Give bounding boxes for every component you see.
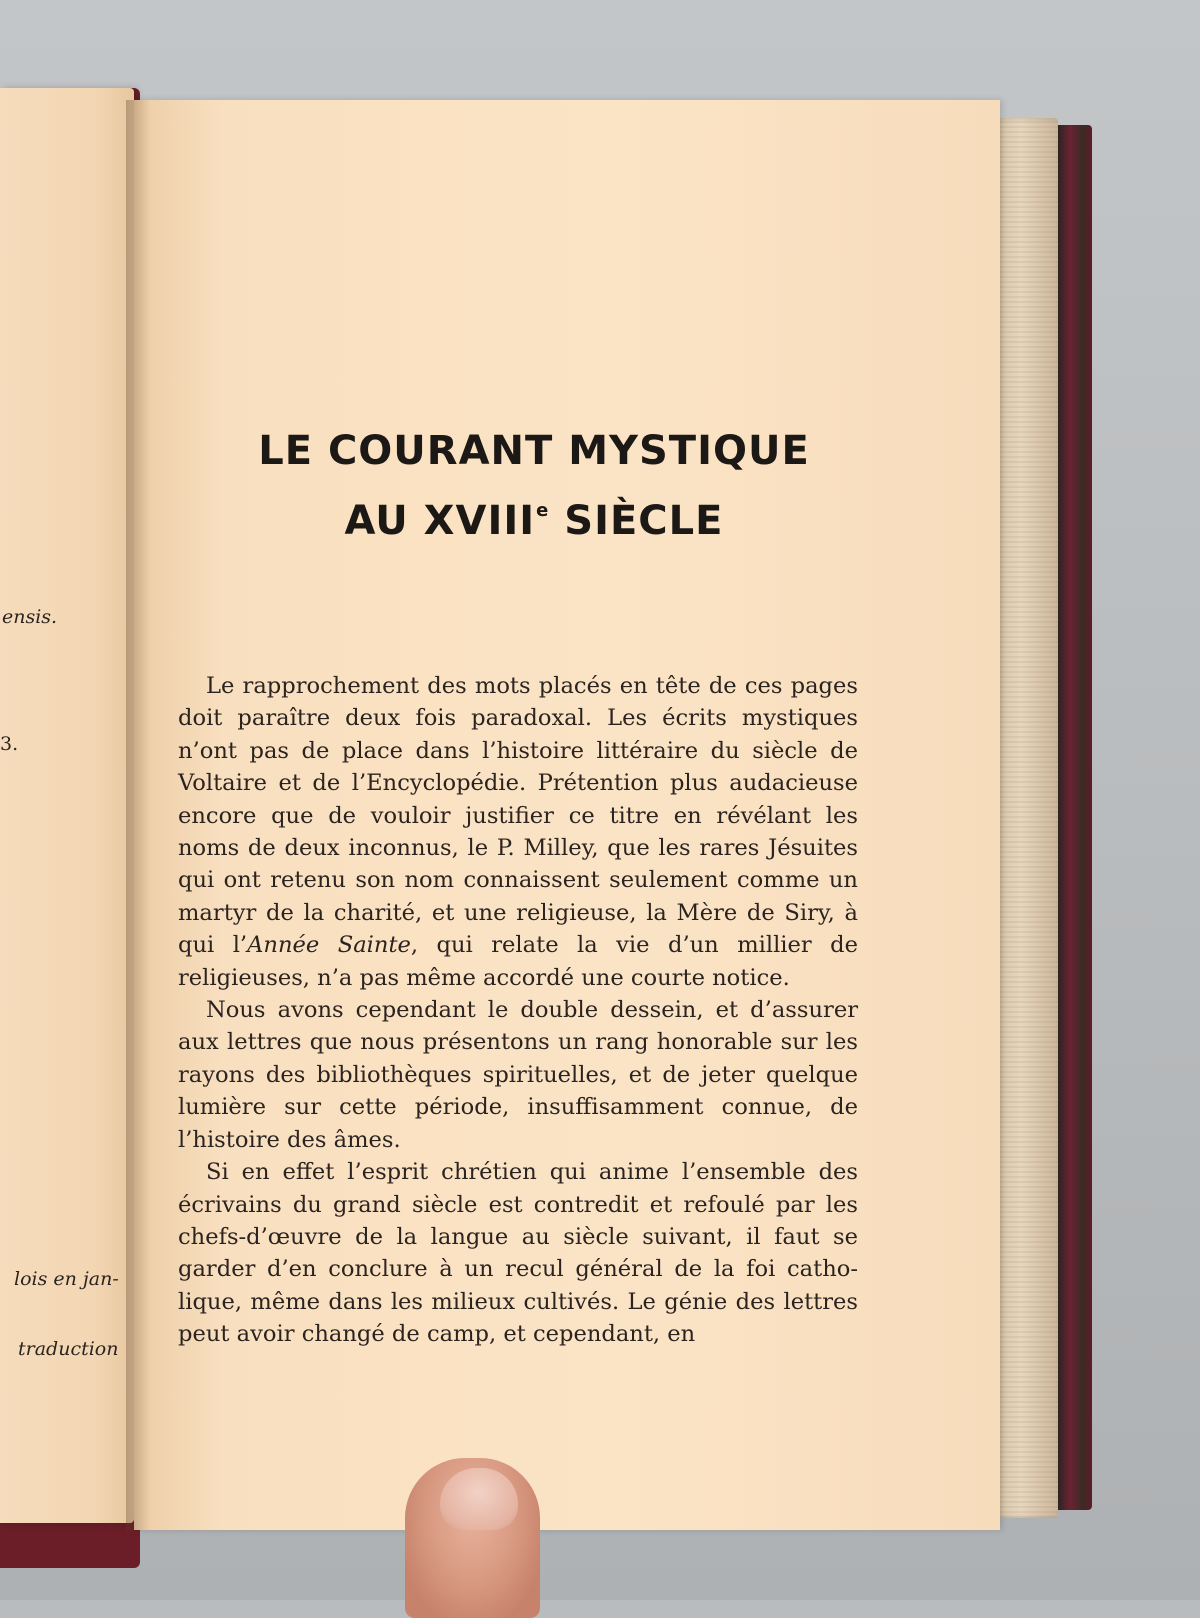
thumb-nail <box>440 1468 518 1530</box>
paragraph-1 <box>178 670 858 994</box>
gutter-shadow <box>126 100 150 1530</box>
paragraph-1-text-end: , qui relate la vie d’un millier de religieuses, n’a pas même accordé une courte notice. <box>178 932 858 991</box>
left-page-fragment: ensis. <box>2 606 58 628</box>
italic-title-annee-sainte: Année Sainte <box>247 932 411 959</box>
left-page-fragment: traduction <box>18 1338 119 1360</box>
paragraph-2: Nous avons cependant le double dessein, et d’assurer aux lettres que nous présentons un rang honorable sur les rayons des bibliothèques spirituelles, et de jeter quelque lumière sur cette période, insuffisamment connue, de l’histoire des âmes. <box>178 997 858 1153</box>
chapter-title-line-2 <box>134 498 934 544</box>
page-block-edge <box>996 118 1058 1518</box>
left-page-fragment: lois en jan- <box>14 1268 119 1290</box>
left-page <box>0 88 134 1523</box>
body-text <box>178 670 858 1351</box>
title-siecle: SIÈCLE <box>549 498 724 544</box>
left-page-fragment: 3. <box>0 733 19 755</box>
paragraph-3: Si en effet l’esprit chrétien qui anime l’ensemble des écrivains du grand siècle est contredit et refoulé par les chefs-d’œuvre de la langue au siècle suivant, il faut se garder d’en conclure à un recul général de la foi catholique, même dans les milieux cultivés. Le génie des lettres peut avoir changé de camp, et cependant, en <box>178 1159 858 1348</box>
title-century: AU XVIII <box>344 498 536 544</box>
chapter-title-line-1: LE COURANT MYSTIQUE <box>258 428 810 474</box>
paragraph-1-text: Le rapprochement des mots placés en tête de ces pages doit paraître deux fois paradoxal. Les écrits mystiques n’ont pas de place dans l’histoire littéraire du siècle de Voltaire et de l’Encyclopédie. Prétention plus audacieuse encore que de vouloir justifier ce titre en révélant les noms de deux inconnus, le P. Milley, que les rares Jésuites qui ont retenu son nom connaissent seulement comme un martyr de la charité, et une religieuse, la Mère de Siry, à qui l’ <box>178 673 858 959</box>
title-superscript: e <box>536 500 550 521</box>
